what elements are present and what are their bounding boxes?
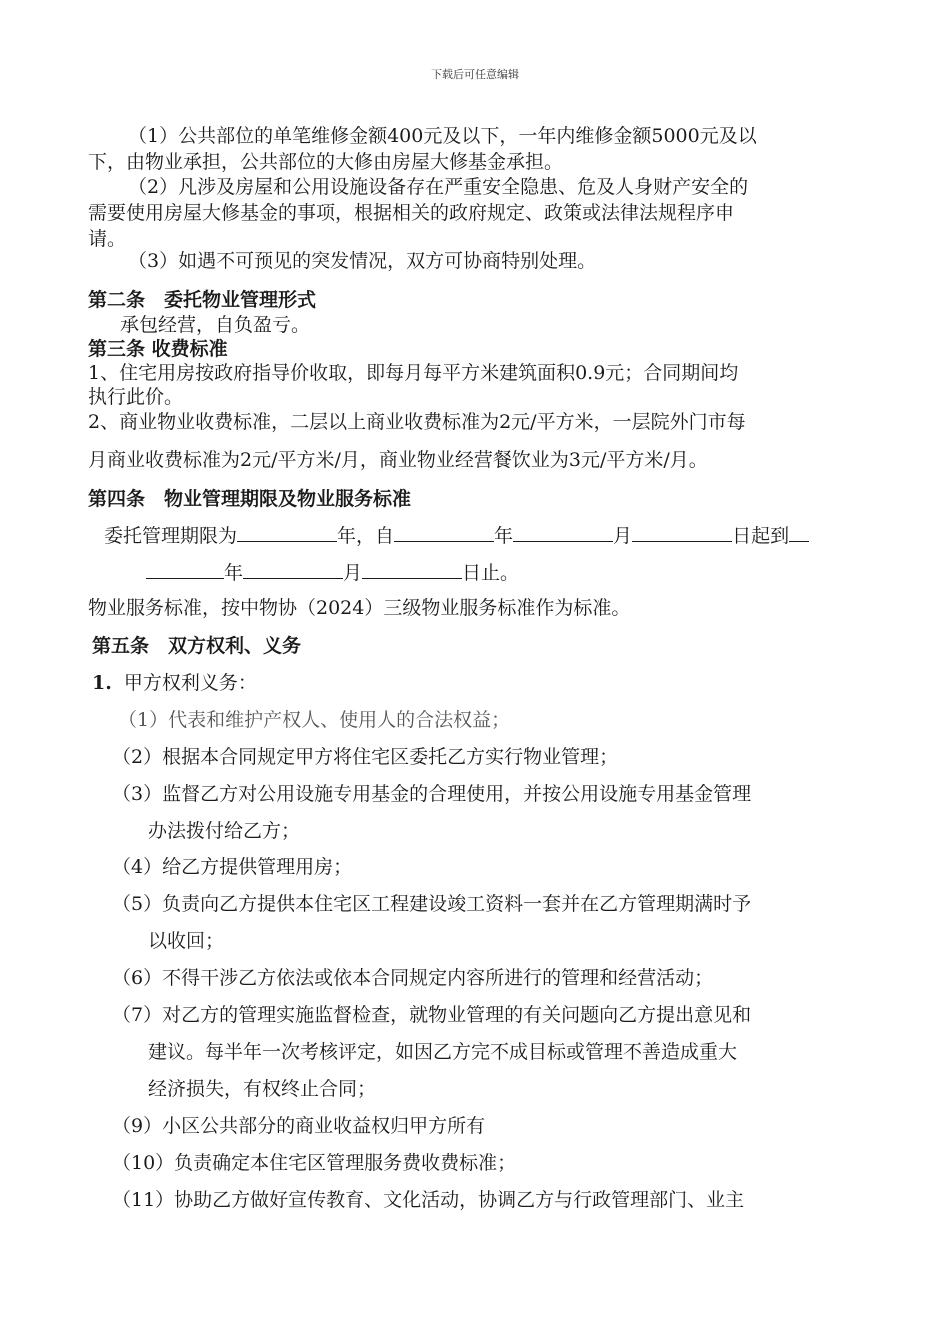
end-year-blank-start[interactable] [789, 521, 809, 542]
term-text-1: 委托管理期限为 [104, 525, 238, 547]
term-text-3: 年 [494, 525, 514, 547]
right-item-1: （1）代表和维护产权人、使用人的合法权益； [118, 709, 511, 731]
para-1-line-2: 下，由物业承担，公共部位的大修由房屋大修基金承担。 [88, 151, 564, 173]
term-text-4: 月 [613, 525, 633, 547]
term-text-2: 年，自 [337, 525, 395, 547]
article-2-title: 第二条 委托物业管理形式 [88, 289, 317, 311]
service-standard: 物业服务标准，按中物协（2024）三级物业服务标准作为标准。 [88, 597, 631, 619]
term-text-6: 年 [224, 562, 244, 584]
right-item-6: （6）不得干涉乙方依法或依本合同规定内容所进行的管理和经营活动； [112, 967, 714, 989]
term-line-1 [104, 521, 809, 549]
article-3-title: 第三条 收费标准 [88, 338, 228, 360]
right-item-4: （4）给乙方提供管理用房； [112, 856, 353, 878]
fee-item-2-line-2: 月商业收费标准为2元/平方米/月，商业物业经营餐饮业为3元/平方米/月。 [88, 449, 708, 471]
right-item-7-line-3: 经济损失，有权终止合同； [148, 1078, 377, 1100]
right-item-2: （2）根据本合同规定甲方将住宅区委托乙方实行物业管理； [112, 746, 619, 768]
start-month-blank[interactable] [513, 521, 613, 542]
article-2-body: 承包经营，自负盈亏。 [120, 314, 311, 336]
article-5-title: 第五条 双方权利、义务 [92, 635, 302, 657]
term-text-7: 月 [343, 562, 363, 584]
end-month-blank[interactable] [243, 558, 343, 579]
fee-item-1-line-1: 1、住宅用房按政府指导价收取，即每月每平方米建筑面积0.9元；合同期间均 [88, 362, 739, 384]
fee-item-2-line-1: 2、商业物业收费标准，二层以上商业收费标准为2元/平方米，一层院外门市每 [88, 411, 746, 433]
para-2-line-1: （2）凡涉及房屋和公用设施设备存在严重安全隐患、危及人身财产安全的 [128, 176, 749, 198]
right-item-9: （9）小区公共部分的商业收益权归甲方所有 [112, 1115, 486, 1137]
para-3: （3）如遇不可预见的突发情况，双方可协商特别处理。 [128, 250, 597, 272]
start-day-blank[interactable] [632, 521, 732, 542]
term-text-5: 日起到 [732, 525, 790, 547]
fee-item-1-line-2: 执行此价。 [88, 386, 184, 408]
party-a-subtitle: 甲方权利义务： [123, 672, 257, 694]
right-item-7-line-2: 建议。每半年一次考核评定，如因乙方完不成目标或管理不善造成重大 [148, 1041, 738, 1063]
para-2-line-3: 请。 [88, 228, 127, 250]
right-item-5-line-1: （5）负责向乙方提供本住宅区工程建设竣工资料一套并在乙方管理期满时予 [112, 893, 752, 915]
para-2-line-2: 需要使用房屋大修基金的事项，根据相关的政府规定、政策或法律法规程序申 [88, 202, 735, 224]
party-a-number: 1. [92, 672, 112, 694]
term-years-blank[interactable] [237, 521, 337, 542]
right-item-5-line-2: 以收回； [148, 930, 225, 952]
end-day-blank[interactable] [362, 558, 462, 579]
article-4-title: 第四条 物业管理期限及物业服务标准 [88, 488, 412, 510]
party-a-heading [92, 670, 257, 696]
right-item-3-line-2: 办法拨付给乙方； [148, 820, 301, 842]
term-text-8: 日止。 [462, 562, 520, 584]
right-item-11: （11）协助乙方做好宣传教育、文化活动，协调乙方与行政管理部门、业主 [112, 1189, 745, 1211]
start-year-blank[interactable] [394, 521, 494, 542]
page-header: 下载后可任意编辑 [431, 68, 519, 81]
right-item-7-line-1: （7）对乙方的管理实施监督检查，就物业管理的有关问题向乙方提出意见和 [112, 1004, 752, 1026]
end-year-blank[interactable] [146, 558, 224, 579]
right-item-3-line-1: （3）监督乙方对公用设施专用基金的合理使用，并按公用设施专用基金管理 [112, 783, 752, 805]
right-item-10: （10）负责确定本住宅区管理服务费收费标准； [112, 1152, 517, 1174]
term-line-2 [146, 558, 519, 586]
para-1-line-1: （1）公共部位的单笔维修金额400元及以下，一年内维修金额5000元及以 [128, 125, 757, 147]
